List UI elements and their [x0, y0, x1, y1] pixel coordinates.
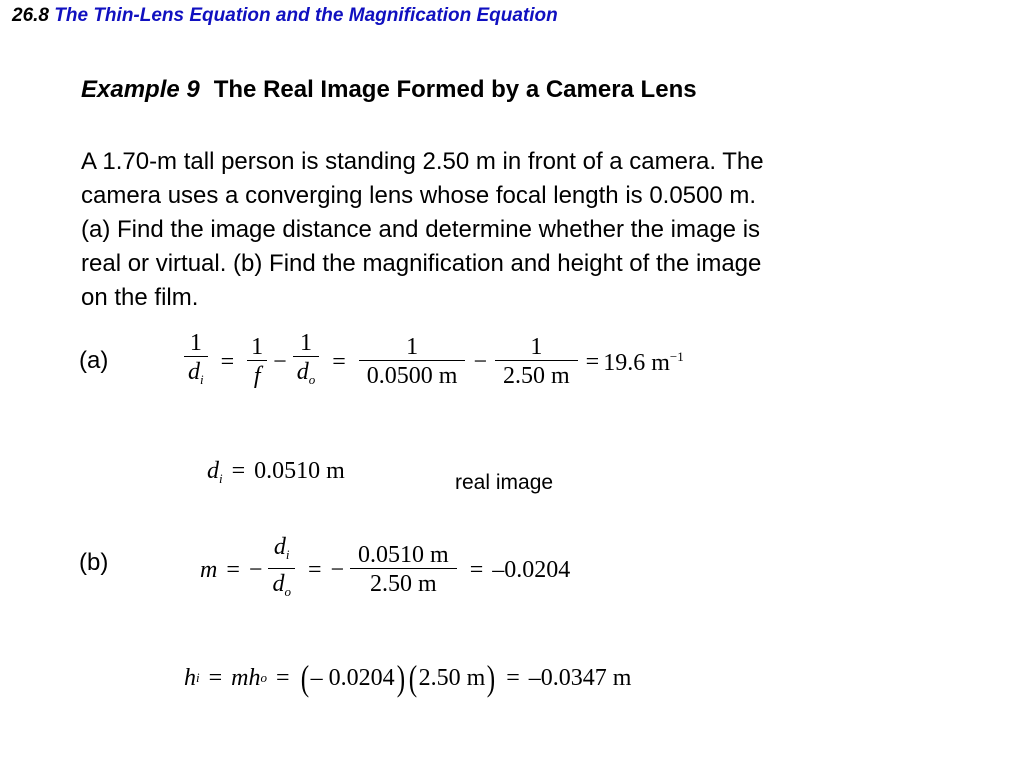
result-value: 19.6 $m^{-1}$: [603, 348, 684, 376]
thin-lens-equation: $\frac{1}{d_i}$ = $\frac{1}{f}$ − $\frac{1}{d_o}$ = $\frac{1}{0.0500 m}$ − $\frac{1}{2.50 m}$ = 19.6 $m^{-1}$: [180, 330, 684, 395]
example-title: The Real Image Formed by a Camera Lens: [213, 76, 697, 103]
fraction-1-over-object: $\frac{1}{2.50 m}$: [495, 334, 578, 391]
problem-statement: [81, 145, 961, 315]
section-number: 26.8: [12, 5, 49, 26]
example-heading: [81, 76, 697, 104]
fraction-1-over-f: $\frac{1}{f}$: [247, 334, 267, 391]
slide-header: [12, 5, 558, 27]
fraction-values: $\frac{0.0510 m}{2.50 m}$: [350, 542, 457, 599]
image-height-equation: h i = mh o = ( – 0.0204 ) ( 2.50 m ) = –0.0347 m: [184, 658, 632, 698]
section-title: The Thin-Lens Equation and the Magnification Equation: [54, 5, 558, 26]
fraction-1-over-focal: $\frac{1}{0.0500 m}$: [359, 334, 466, 391]
magnification-equation: m = − $\frac{d_i}{d_o}$ = − $\frac{0.0510 m}{2.50 m}$ = –0.0204: [200, 534, 570, 607]
problem-line: real or virtual. (b) Find the magnification and height of the image: [81, 250, 762, 277]
problem-line: A 1.70-m tall person is standing 2.50 m in front of a camera. The: [81, 148, 764, 175]
example-label: Example 9: [81, 76, 200, 103]
fraction-1-over-do: $\frac{1}{d_o}$: [293, 330, 320, 395]
problem-line: camera uses a converging lens whose focal length is 0.0500 m.: [81, 182, 757, 209]
fraction-1-over-di: $\frac{1}{d_i}$: [184, 330, 208, 395]
real-image-note: real image: [455, 471, 554, 494]
problem-line: on the film.: [81, 284, 199, 311]
part-a-label: (a): [79, 347, 109, 374]
part-b-label: (b): [79, 549, 109, 576]
image-distance-equation: $d_i = 0.0510$ m: [207, 458, 345, 486]
fraction-di-over-do: $\frac{d_i}{d_o}$: [268, 534, 295, 607]
magnification-result: –0.0204: [492, 557, 571, 583]
problem-line: (a) Find the image distance and determine whether the image is: [81, 216, 761, 243]
